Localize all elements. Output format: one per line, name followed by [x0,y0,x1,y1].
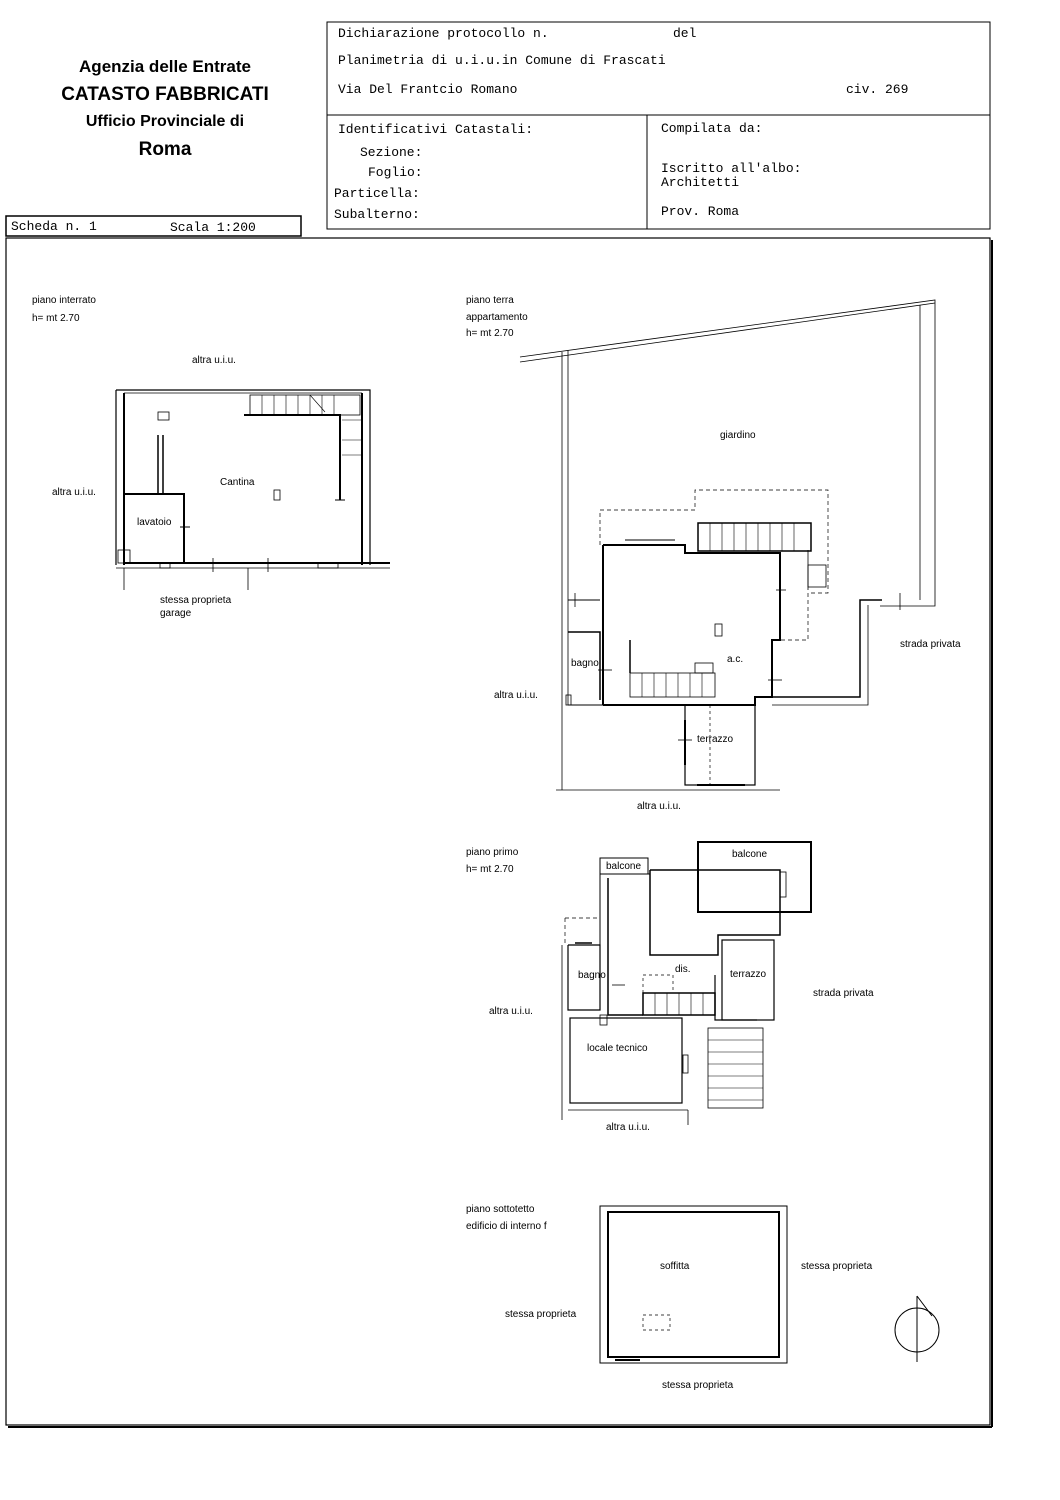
primo-height: h= mt 2.70 [466,864,514,875]
terra-subtitle: appartamento [466,312,528,323]
primo-altra-bottom: altra u.i.u. [606,1122,650,1133]
primo-balcone-large: balcone [732,849,768,860]
sottotetto-stessa-right: stessa proprieta [801,1261,873,1272]
terra-terrazzo: terrazzo [697,734,734,745]
sottotetto-title: piano sottotetto [466,1204,535,1215]
interrato-height: h= mt 2.70 [32,313,80,324]
room-cantina: Cantina [220,477,255,488]
terra-height: h= mt 2.70 [466,328,514,339]
via-label: Via Del Frantcio Romano [338,82,518,97]
room-soffitta: soffitta [660,1261,690,1272]
interrato-stessa: stessa proprieta [160,595,232,606]
ident-title: Identificativi Catastali: [338,122,534,137]
room-lavatoio: lavatoio [137,517,172,528]
sottotetto-stessa-left: stessa proprieta [505,1309,577,1320]
compilata-label: Compilata da: [661,121,763,136]
subalterno-label: Subalterno: [334,207,420,222]
interrato-altra-left: altra u.i.u. [52,487,96,498]
agency-name: Agenzia delle Entrate [79,57,251,76]
catasto-title: CATASTO FABBRICATI [61,84,269,105]
primo-altra-left: altra u.i.u. [489,1006,533,1017]
particella-label: Particella: [334,186,420,201]
plan-terra [520,300,935,790]
primo-strada: strada privata [813,988,874,999]
scala-value: Scala 1:200 [170,220,256,235]
sottotetto-stessa-bottom: stessa proprieta [662,1380,734,1391]
plan-sottotetto [600,1206,787,1363]
city-name: Roma [138,139,192,160]
terra-title: piano terra [466,295,514,306]
interrato-title: piano interrato [32,295,96,306]
planimetria-label: Planimetria di u.i.u.in Comune di Frascati [338,53,666,68]
ufficio-label: Ufficio Provinciale di [85,113,245,130]
plan-interrato [116,390,390,590]
terra-bagno: bagno [571,658,599,669]
scheda-number: Scheda n. 1 [11,219,97,234]
civ-label: civ. 269 [846,82,909,97]
dichiarazione-label: Dichiarazione protocollo n. [338,26,549,41]
primo-title: piano primo [466,847,519,858]
sottotetto-subtitle: edificio di interno f [466,1221,547,1232]
north-arrow-icon [895,1296,939,1362]
primo-terrazzo: terrazzo [730,969,767,980]
primo-bagno: bagno [578,970,606,981]
del-label: del [673,26,697,41]
terra-altra-bottom: altra u.i.u. [637,801,681,812]
primo-dis: dis. [675,964,691,975]
terra-strada: strada privata [900,639,961,650]
primo-balcone-small: balcone [606,861,642,872]
prov-value: Prov. Roma [661,204,740,219]
albo-value: Architetti [661,175,740,190]
sezione-label: Sezione: [360,145,423,160]
interrato-garage: garage [160,608,192,619]
interrato-altra-top: altra u.i.u. [192,355,236,366]
terra-altra-left: altra u.i.u. [494,690,538,701]
room-locale-tecnico: locale tecnico [587,1043,648,1054]
room-giardino: giardino [720,430,756,441]
foglio-label: Foglio: [368,165,423,180]
room-ac: a.c. [727,654,744,665]
plan-primo [562,842,811,1125]
drawing-frame [6,238,990,1425]
iscritto-label: Iscritto all'albo: [661,161,802,176]
